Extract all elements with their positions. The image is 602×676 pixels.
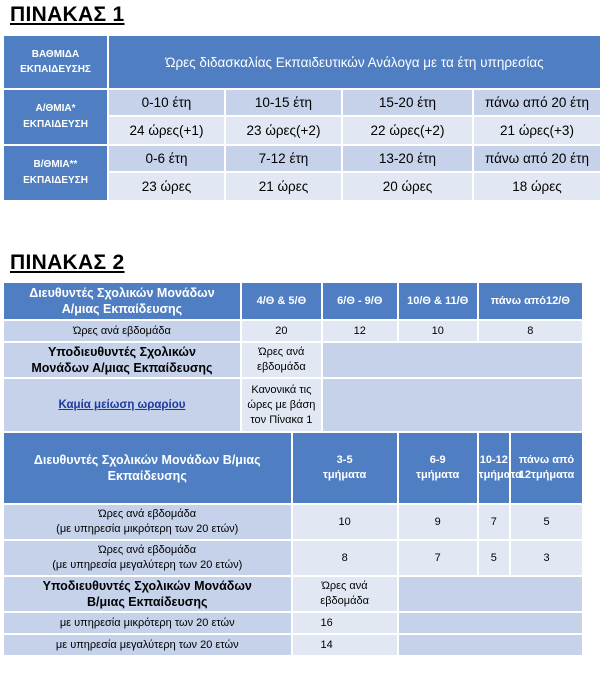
table1-hours-cell: 20 ώρες (343, 173, 472, 200)
b-directors-value: 10 (293, 505, 397, 539)
a-directors-row-label: Ώρες ανά εβδομάδα (4, 321, 240, 341)
table2-title: ΠΙΝΑΚΑΣ 2 (10, 251, 125, 274)
table1-row-label: Α/ΘΜΙΑ* ΕΚΠΑΙΔΕΥΣΗ (4, 90, 107, 144)
empty-cell (399, 577, 582, 611)
table1-years-cell: 13-20 έτη (343, 146, 472, 171)
a-directors-value: 10 (399, 321, 477, 341)
table1-title: ΠΙΝΑΚΑΣ 1 (10, 3, 125, 26)
table2 (2, 281, 584, 657)
b-deputies-value: 14 (293, 635, 397, 655)
b-directors-value: 3 (511, 541, 582, 575)
table1-header-hours: Ώρες διδασκαλίας Εκπαιδευτικών Ανάλογα με τα έτη υπηρεσίας (109, 36, 600, 88)
a-directors-value: 12 (323, 321, 397, 341)
table1-years-cell: 0-10 έτη (109, 90, 224, 115)
table1-hours-cell: 21 ώρες (226, 173, 341, 200)
b-deputies-label: Υποδιευθυντές Σχολικών Μονάδων Β/μιας Εκπαίδευσης (4, 577, 291, 611)
table1-years-cell: 7-12 έτη (226, 146, 341, 171)
table1-hours-cell: 22 ώρες(+2) (343, 117, 472, 144)
a-directors-col-header: 10/Θ & 11/Θ (399, 283, 477, 319)
empty-cell (399, 635, 582, 655)
b-directors-value: 7 (479, 505, 509, 539)
table1-header-level: ΒΑΘΜΙΔΑ ΕΚΠΑΙΔΕΥΣΗΣ (4, 36, 107, 88)
no-reduction-value: Κανονικά τις ώρες με βάση τον Πίνακα 1 (242, 379, 321, 431)
table1-years-cell: πάνω από 20 έτη (474, 146, 600, 171)
table1 (2, 34, 602, 202)
b-deputies-row-label: με υπηρεσία μικρότερη των 20 ετών (4, 613, 291, 633)
table1-hours-cell: 24 ώρες(+1) (109, 117, 224, 144)
table1-row-label: Β/ΘΜΙΑ** ΕΚΠΑΙΔΕΥΣΗ (4, 146, 107, 200)
table1-years-cell: 10-15 έτη (226, 90, 341, 115)
table1-years-cell: 0-6 έτη (109, 146, 224, 171)
empty-cell (323, 343, 582, 377)
a-deputies-hours-label: Ώρες ανά εβδομάδα (242, 343, 321, 377)
a-directors-col-header: 6/Θ - 9/Θ (323, 283, 397, 319)
a-directors-col-header: πάνω από12/Θ (479, 283, 582, 319)
b-directors-value: 5 (511, 505, 582, 539)
b-directors-value: 5 (479, 541, 509, 575)
a-directors-value: 20 (242, 321, 321, 341)
b-directors-value: 7 (399, 541, 477, 575)
b-directors-value: 8 (293, 541, 397, 575)
table1-hours-cell: 23 ώρες(+2) (226, 117, 341, 144)
b-directors-row-label: Ώρες ανά εβδομάδα (με υπηρεσία μικρότερη των 20 ετών) (4, 505, 291, 539)
table1-hours-cell: 23 ώρες (109, 173, 224, 200)
a-directors-value: 8 (479, 321, 582, 341)
a-directors-header: Διευθυντές Σχολικών Μονάδων Α/μιας Εκπαίδευσης (4, 283, 240, 319)
no-reduction-label: Καμία μείωση ωραρίου (4, 379, 240, 431)
a-deputies-label: Υποδιευθυντές Σχολικών Μονάδων Α/μιας Εκπαίδευσης (4, 343, 240, 377)
table1-hours-cell: 21 ώρες(+3) (474, 117, 600, 144)
table1-years-cell: 15-20 έτη (343, 90, 472, 115)
b-directors-col-header: 6-9 τμήματα (399, 433, 477, 503)
b-directors-value: 9 (399, 505, 477, 539)
b-directors-col-header: 10-12 τμήματα (479, 433, 509, 503)
a-directors-col-header: 4/Θ & 5/Θ (242, 283, 321, 319)
b-deputies-value: 16 (293, 613, 397, 633)
b-directors-col-header: πάνω από 12τμήματα (511, 433, 582, 503)
b-directors-col-header: 3-5 τμήματα (293, 433, 397, 503)
b-directors-header: Διευθυντές Σχολικών Μονάδων Β/μιας Εκπαίδευσης (4, 433, 291, 503)
empty-cell (323, 379, 582, 431)
table1-years-cell: πάνω από 20 έτη (474, 90, 600, 115)
b-directors-row-label: Ώρες ανά εβδομάδα (με υπηρεσία μεγαλύτερη των 20 ετών) (4, 541, 291, 575)
b-deputies-row-label: με υπηρεσία μεγαλύτερη των 20 ετών (4, 635, 291, 655)
table1-hours-cell: 18 ώρες (474, 173, 600, 200)
b-deputies-hours-label: Ώρες ανά εβδομάδα (293, 577, 397, 611)
empty-cell (399, 613, 582, 633)
